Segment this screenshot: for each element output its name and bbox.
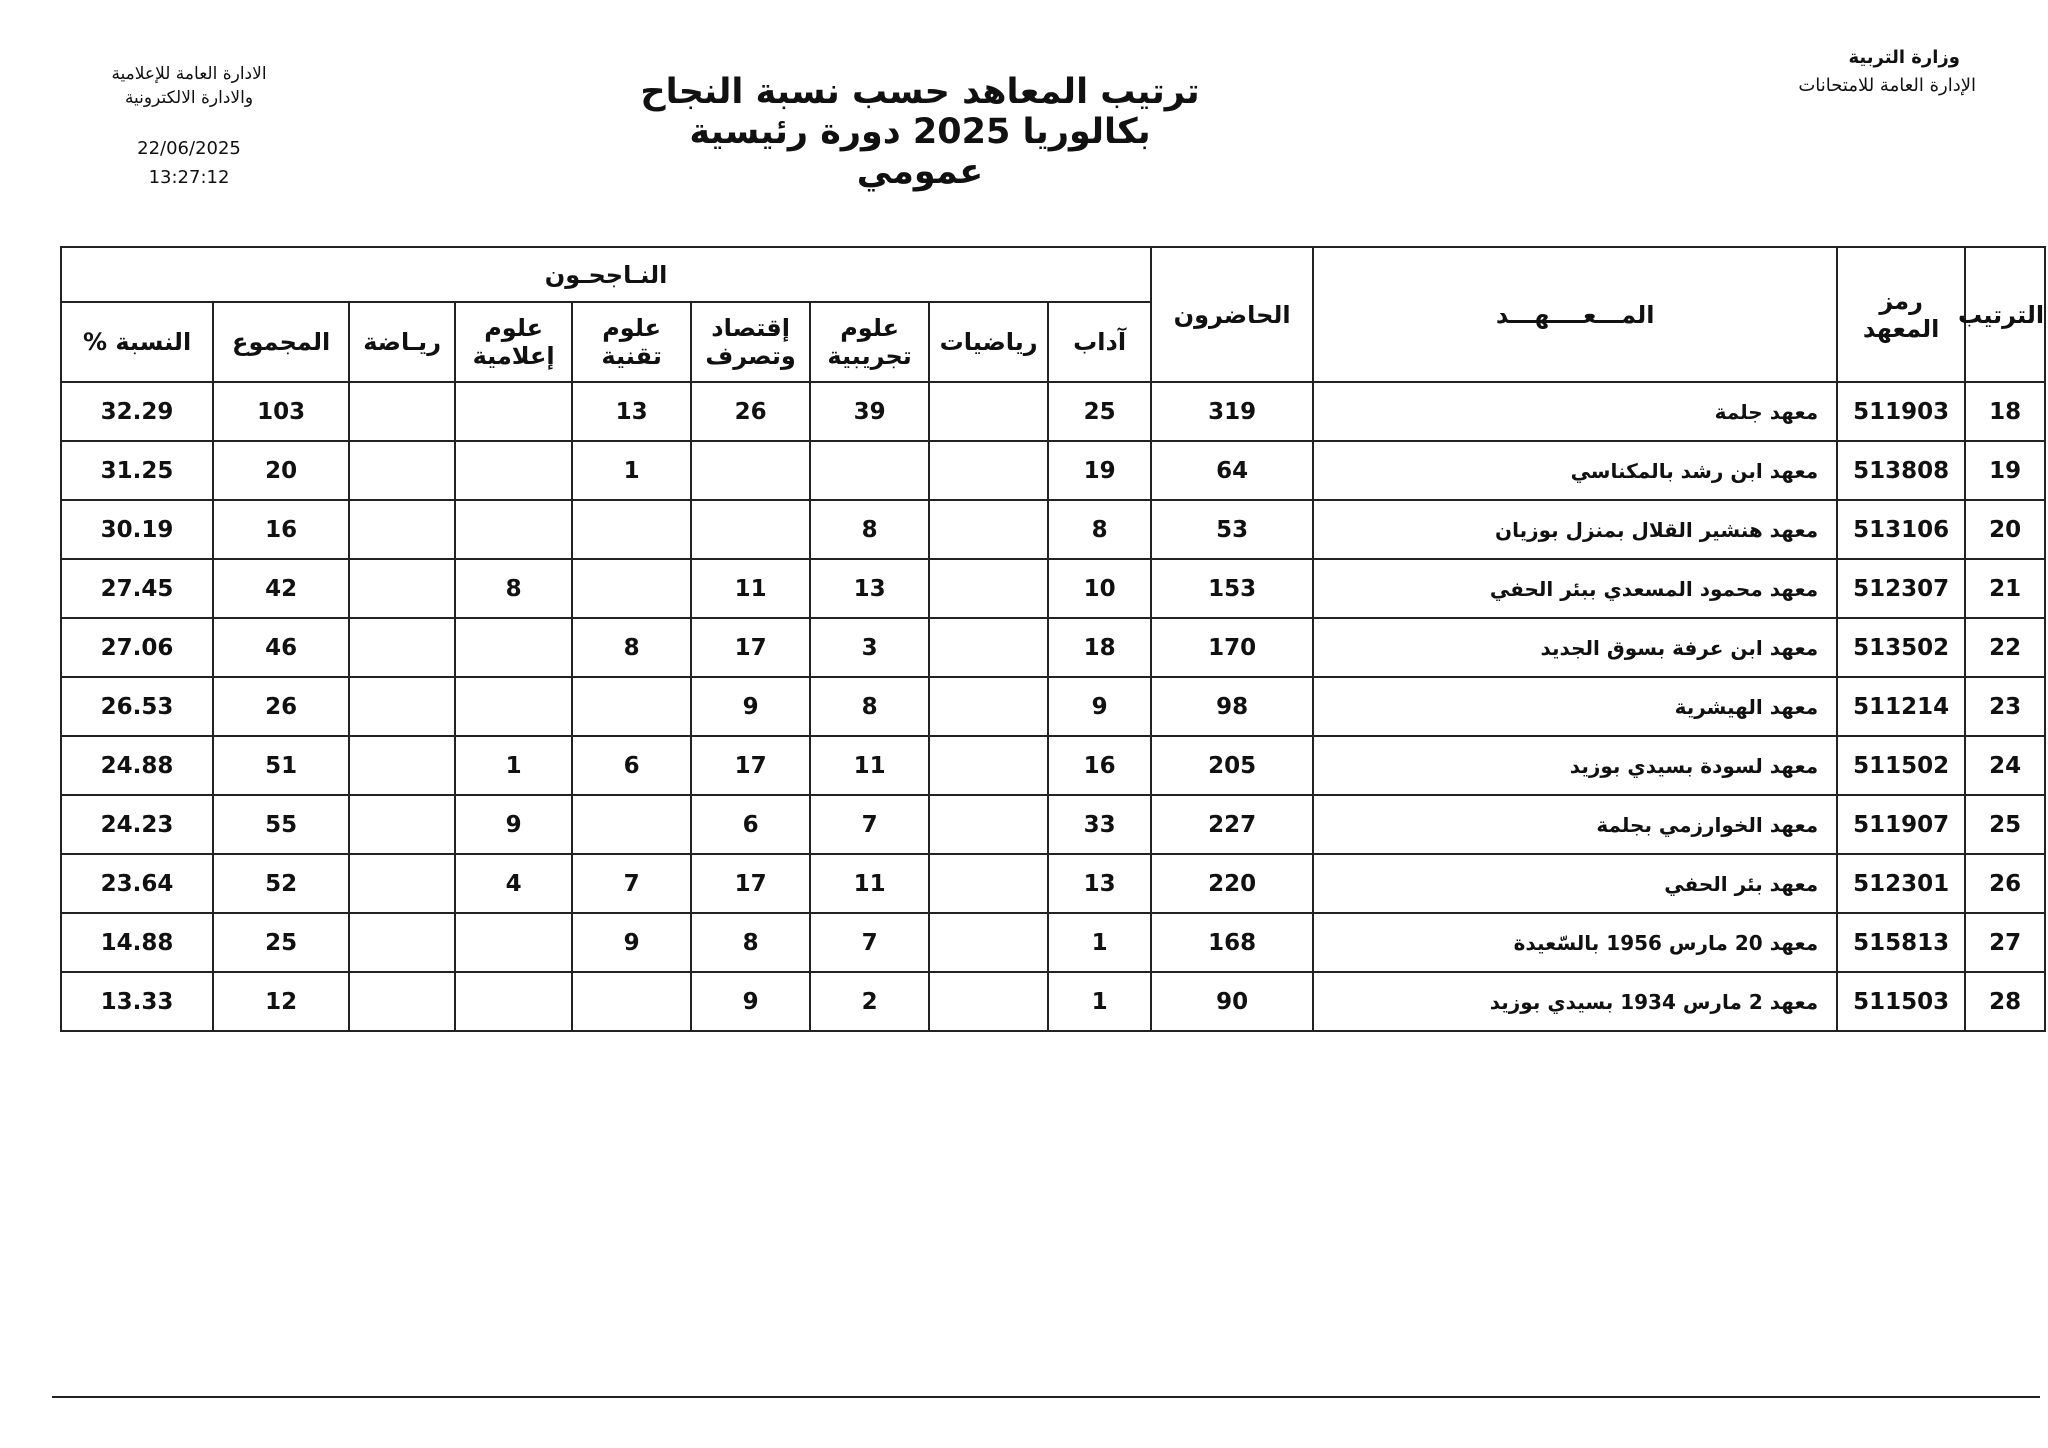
cell-present: 205: [1151, 736, 1313, 795]
header-sport: ريـاضة: [349, 302, 455, 382]
header-institute: المـــعــــهـــد: [1313, 247, 1837, 382]
cell-code: 513106: [1837, 500, 1965, 559]
table-row: [61, 441, 2045, 500]
cell-literature: 18: [1048, 618, 1151, 677]
ministry-name: وزارة التربية: [1848, 47, 1960, 68]
cell-institute: معهد لسودة بسيدي بوزيد: [1313, 736, 1837, 795]
header-technical: علوم تقنية: [572, 302, 691, 382]
cell-present: 53: [1151, 500, 1313, 559]
cell-present: 90: [1151, 972, 1313, 1031]
cell-literature: 25: [1048, 382, 1151, 441]
cell-institute: معهد جلمة: [1313, 382, 1837, 441]
cell-math: [929, 559, 1048, 618]
table-row: [61, 854, 2045, 913]
cell-literature: 19: [1048, 441, 1151, 500]
cell-experimental: 2: [810, 972, 929, 1031]
cell-percentage: 24.23: [61, 795, 213, 854]
cell-literature: 9: [1048, 677, 1151, 736]
cell-sport: [349, 736, 455, 795]
cell-total: 16: [213, 500, 349, 559]
cell-code: 513808: [1837, 441, 1965, 500]
cell-informatics: [455, 913, 572, 972]
cell-economics: 17: [691, 618, 810, 677]
print-time: 13:27:12: [148, 167, 230, 188]
cell-technical: 13: [572, 382, 691, 441]
cell-informatics: [455, 500, 572, 559]
cell-code: 515813: [1837, 913, 1965, 972]
cell-informatics: [455, 382, 572, 441]
cell-present: 170: [1151, 618, 1313, 677]
cell-percentage: 14.88: [61, 913, 213, 972]
table-row: [61, 972, 2045, 1031]
cell-experimental: 7: [810, 795, 929, 854]
cell-experimental: 8: [810, 500, 929, 559]
cell-experimental: 11: [810, 854, 929, 913]
cell-total: 103: [213, 382, 349, 441]
cell-institute: معهد الخوارزمي بجلمة: [1313, 795, 1837, 854]
cell-math: [929, 913, 1048, 972]
cell-rank: 24: [1965, 736, 2045, 795]
cell-total: 26: [213, 677, 349, 736]
cell-total: 42: [213, 559, 349, 618]
header-economics: إقتصاد وتصرف: [691, 302, 810, 382]
cell-informatics: [455, 618, 572, 677]
title-line1: ترتيب المعاهد حسب نسبة النجاح: [640, 72, 1200, 112]
cell-sport: [349, 795, 455, 854]
it-directorate-line2: والادارة الالكترونية: [124, 88, 254, 108]
cell-percentage: 27.06: [61, 618, 213, 677]
cell-sport: [349, 382, 455, 441]
cell-rank: 25: [1965, 795, 2045, 854]
cell-economics: [691, 441, 810, 500]
cell-literature: 16: [1048, 736, 1151, 795]
cell-total: 55: [213, 795, 349, 854]
cell-institute: معهد بئر الحفي: [1313, 854, 1837, 913]
header-informatics: علوم إعلامية: [455, 302, 572, 382]
cell-sport: [349, 618, 455, 677]
cell-math: [929, 677, 1048, 736]
cell-sport: [349, 913, 455, 972]
cell-percentage: 30.19: [61, 500, 213, 559]
cell-technical: 9: [572, 913, 691, 972]
cell-present: 98: [1151, 677, 1313, 736]
cell-math: [929, 618, 1048, 677]
cell-institute: معهد 2 مارس 1934 بسيدي بوزيد: [1313, 972, 1837, 1031]
cell-informatics: [455, 972, 572, 1031]
cell-technical: [572, 500, 691, 559]
cell-economics: 9: [691, 972, 810, 1031]
header-code: رمز المعهد: [1837, 247, 1965, 382]
cell-technical: [572, 559, 691, 618]
cell-economics: 6: [691, 795, 810, 854]
cell-rank: 23: [1965, 677, 2045, 736]
cell-experimental: 7: [810, 913, 929, 972]
print-timestamp: [94, 134, 284, 192]
cell-sport: [349, 972, 455, 1031]
cell-code: 511502: [1837, 736, 1965, 795]
cell-present: 227: [1151, 795, 1313, 854]
cell-technical: 7: [572, 854, 691, 913]
cell-experimental: 13: [810, 559, 929, 618]
cell-technical: 6: [572, 736, 691, 795]
cell-sport: [349, 559, 455, 618]
document-title: [560, 72, 1280, 192]
cell-institute: معهد 20 مارس 1956 بالسّعيدة: [1313, 913, 1837, 972]
header-total: المجموع: [213, 302, 349, 382]
cell-code: 511907: [1837, 795, 1965, 854]
cell-technical: 8: [572, 618, 691, 677]
cell-rank: 19: [1965, 441, 2045, 500]
header-rank: الترتيب: [1965, 247, 2045, 382]
footer-rule: [52, 1396, 2040, 1398]
title-line3: عمومي: [856, 152, 984, 192]
cell-informatics: 4: [455, 854, 572, 913]
cell-math: [929, 382, 1048, 441]
cell-total: 52: [213, 854, 349, 913]
cell-economics: 17: [691, 736, 810, 795]
cell-percentage: 23.64: [61, 854, 213, 913]
cell-experimental: 11: [810, 736, 929, 795]
cell-literature: 33: [1048, 795, 1151, 854]
cell-informatics: 8: [455, 559, 572, 618]
cell-economics: [691, 500, 810, 559]
cell-institute: معهد ابن رشد بالمكناسي: [1313, 441, 1837, 500]
cell-math: [929, 854, 1048, 913]
cell-economics: 9: [691, 677, 810, 736]
table-row: [61, 559, 2045, 618]
cell-economics: 8: [691, 913, 810, 972]
it-directorate-line1: الادارة العامة للإعلامية: [111, 64, 267, 84]
cell-rank: 18: [1965, 382, 2045, 441]
cell-math: [929, 795, 1048, 854]
cell-economics: 26: [691, 382, 810, 441]
header-experimental: علوم تجريبية: [810, 302, 929, 382]
table-row: [61, 736, 2045, 795]
exams-directorate: الإدارة العامة للامتحانات: [1798, 75, 1976, 96]
cell-economics: 11: [691, 559, 810, 618]
cell-present: 319: [1151, 382, 1313, 441]
cell-rank: 22: [1965, 618, 2045, 677]
cell-institute: معهد محمود المسعدي ببئر الحفي: [1313, 559, 1837, 618]
cell-rank: 21: [1965, 559, 2045, 618]
cell-code: 512307: [1837, 559, 1965, 618]
cell-technical: [572, 795, 691, 854]
cell-institute: معهد هنشير القلال بمنزل بوزيان: [1313, 500, 1837, 559]
cell-percentage: 24.88: [61, 736, 213, 795]
cell-code: 511903: [1837, 382, 1965, 441]
header-passed-group: النـاجحـون: [61, 247, 1151, 302]
cell-math: [929, 441, 1048, 500]
cell-technical: [572, 972, 691, 1031]
cell-informatics: [455, 677, 572, 736]
cell-percentage: 27.45: [61, 559, 213, 618]
cell-rank: 20: [1965, 500, 2045, 559]
cell-literature: 13: [1048, 854, 1151, 913]
cell-literature: 10: [1048, 559, 1151, 618]
cell-sport: [349, 854, 455, 913]
cell-experimental: [810, 441, 929, 500]
cell-total: 20: [213, 441, 349, 500]
cell-math: [929, 736, 1048, 795]
ministry-header: [1746, 44, 1976, 100]
cell-sport: [349, 677, 455, 736]
header-present: الحاضرون: [1151, 247, 1313, 382]
cell-percentage: 26.53: [61, 677, 213, 736]
cell-code: 512301: [1837, 854, 1965, 913]
header-literature: آداب: [1048, 302, 1151, 382]
cell-institute: معهد ابن عرفة بسوق الجديد: [1313, 618, 1837, 677]
cell-present: 153: [1151, 559, 1313, 618]
table-row: [61, 500, 2045, 559]
cell-code: 513502: [1837, 618, 1965, 677]
cell-experimental: 39: [810, 382, 929, 441]
cell-experimental: 8: [810, 677, 929, 736]
cell-sport: [349, 500, 455, 559]
cell-rank: 28: [1965, 972, 2045, 1031]
cell-rank: 27: [1965, 913, 2045, 972]
cell-present: 220: [1151, 854, 1313, 913]
cell-math: [929, 972, 1048, 1031]
table-row: [61, 677, 2045, 736]
print-date: 22/06/2025: [137, 138, 241, 159]
cell-math: [929, 500, 1048, 559]
cell-technical: [572, 677, 691, 736]
cell-code: 511214: [1837, 677, 1965, 736]
cell-literature: 1: [1048, 972, 1151, 1031]
cell-technical: 1: [572, 441, 691, 500]
results-table: [60, 246, 2046, 1032]
cell-informatics: 1: [455, 736, 572, 795]
cell-literature: 1: [1048, 913, 1151, 972]
cell-sport: [349, 441, 455, 500]
cell-total: 12: [213, 972, 349, 1031]
cell-present: 64: [1151, 441, 1313, 500]
cell-literature: 8: [1048, 500, 1151, 559]
cell-informatics: [455, 441, 572, 500]
cell-informatics: 9: [455, 795, 572, 854]
cell-economics: 17: [691, 854, 810, 913]
header-math: رياضيات: [929, 302, 1048, 382]
cell-institute: معهد الهيشرية: [1313, 677, 1837, 736]
cell-percentage: 13.33: [61, 972, 213, 1031]
cell-present: 168: [1151, 913, 1313, 972]
table-row: [61, 382, 2045, 441]
header-percentage: النسبة %: [61, 302, 213, 382]
table-row: [61, 913, 2045, 972]
cell-total: 25: [213, 913, 349, 972]
table-row: [61, 795, 2045, 854]
cell-total: 46: [213, 618, 349, 677]
table-row: [61, 618, 2045, 677]
cell-rank: 26: [1965, 854, 2045, 913]
cell-percentage: 31.25: [61, 441, 213, 500]
cell-percentage: 32.29: [61, 382, 213, 441]
cell-experimental: 3: [810, 618, 929, 677]
cell-total: 51: [213, 736, 349, 795]
cell-code: 511503: [1837, 972, 1965, 1031]
it-directorate-header: [94, 62, 284, 192]
table-body: [61, 382, 2045, 1031]
title-line2: بكالوريا 2025 دورة رئيسية: [689, 112, 1151, 152]
